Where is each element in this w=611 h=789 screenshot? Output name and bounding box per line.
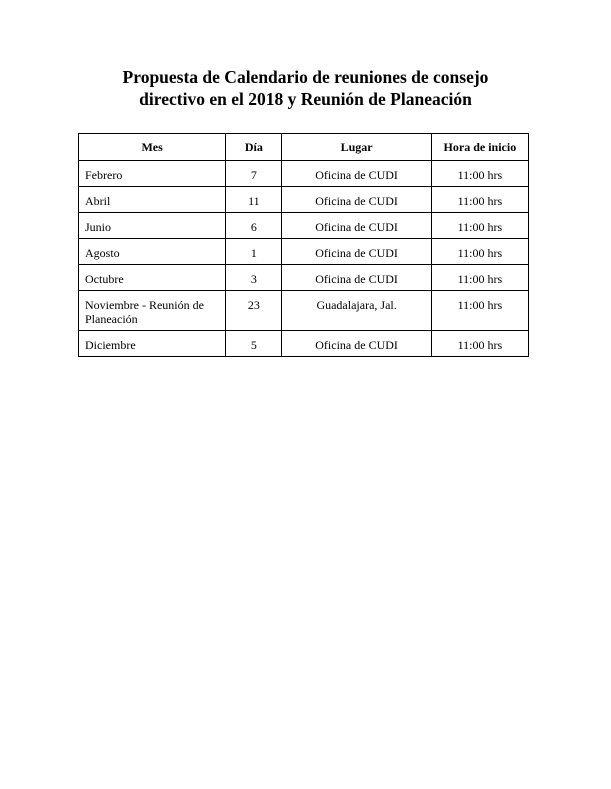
cell-lugar: Oficina de CUDI xyxy=(282,213,431,239)
cell-dia: 11 xyxy=(226,187,282,213)
cell-mes: Noviembre - Reunión de Planeación xyxy=(79,291,226,331)
cell-dia: 5 xyxy=(226,331,282,357)
cell-mes: Junio xyxy=(79,213,226,239)
cell-hora: 11:00 hrs xyxy=(431,161,528,187)
cell-lugar: Oficina de CUDI xyxy=(282,331,431,357)
meeting-schedule-table xyxy=(78,133,529,357)
cell-lugar: Guadalajara, Jal. xyxy=(282,291,431,331)
cell-hora: 11:00 hrs xyxy=(431,239,528,265)
table-row xyxy=(79,265,529,291)
header-dia: Día xyxy=(226,134,282,161)
cell-lugar: Oficina de CUDI xyxy=(282,187,431,213)
cell-hora: 11:00 hrs xyxy=(431,291,528,331)
table-row xyxy=(79,291,529,331)
table-row xyxy=(79,331,529,357)
header-hora: Hora de inicio xyxy=(431,134,528,161)
document-title-line-2: directivo en el 2018 y Reunión de Planeación xyxy=(139,89,472,109)
cell-hora: 11:00 hrs xyxy=(431,187,528,213)
table-row xyxy=(79,239,529,265)
cell-dia: 3 xyxy=(226,265,282,291)
table-row xyxy=(79,187,529,213)
cell-mes: Agosto xyxy=(79,239,226,265)
cell-dia: 1 xyxy=(226,239,282,265)
cell-lugar: Oficina de CUDI xyxy=(282,265,431,291)
cell-dia: 23 xyxy=(226,291,282,331)
header-lugar: Lugar xyxy=(282,134,431,161)
cell-mes: Febrero xyxy=(79,161,226,187)
document-title-line-1: Propuesta de Calendario de reuniones de consejo xyxy=(122,67,489,87)
cell-lugar: Oficina de CUDI xyxy=(282,161,431,187)
cell-mes: Octubre xyxy=(79,265,226,291)
table-header-row xyxy=(79,134,529,161)
cell-mes: Abril xyxy=(79,187,226,213)
cell-mes: Diciembre xyxy=(79,331,226,357)
table-row xyxy=(79,213,529,239)
table-row xyxy=(79,161,529,187)
cell-dia: 6 xyxy=(226,213,282,239)
cell-hora: 11:00 hrs xyxy=(431,265,528,291)
cell-hora: 11:00 hrs xyxy=(431,213,528,239)
cell-lugar: Oficina de CUDI xyxy=(282,239,431,265)
cell-dia: 7 xyxy=(226,161,282,187)
cell-hora: 11:00 hrs xyxy=(431,331,528,357)
document-title xyxy=(0,66,611,110)
header-mes: Mes xyxy=(79,134,226,161)
